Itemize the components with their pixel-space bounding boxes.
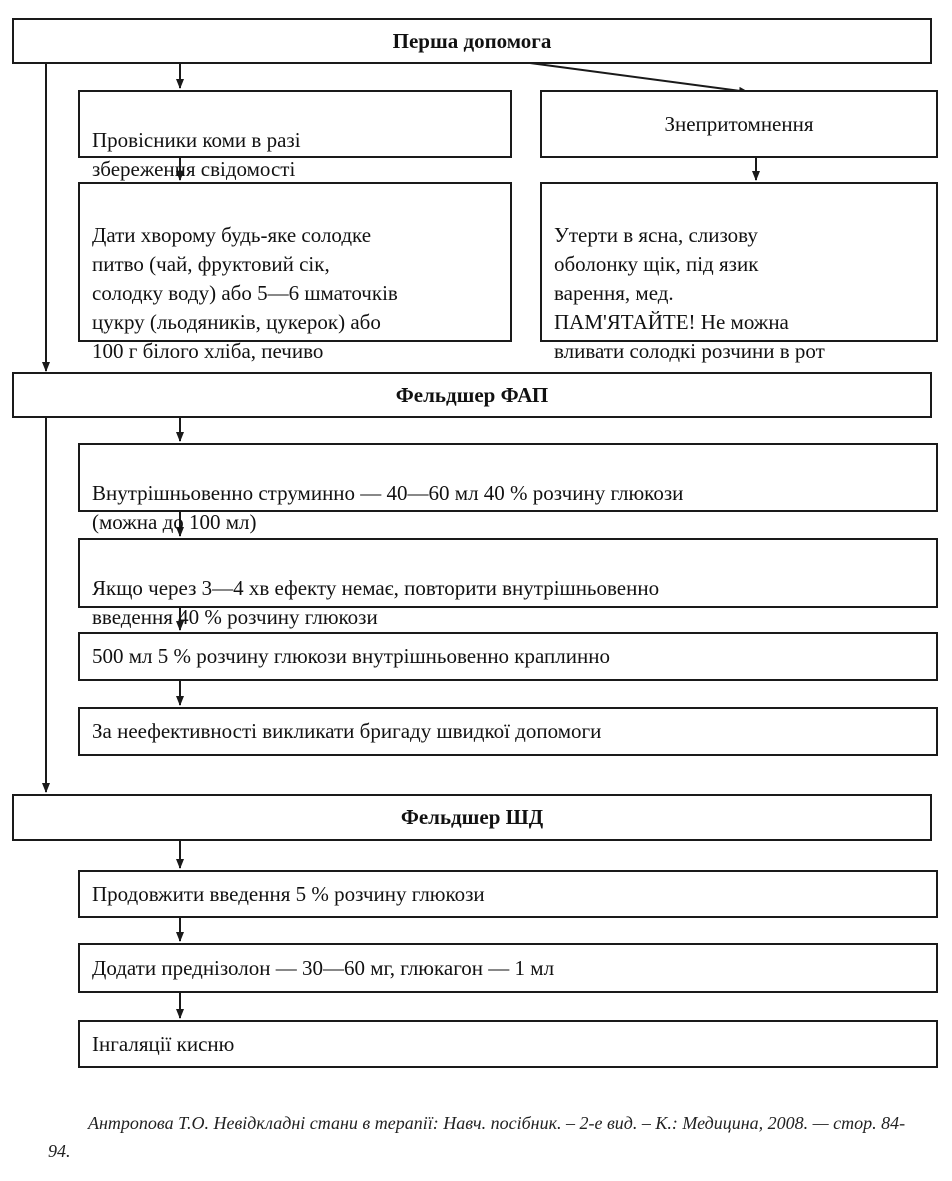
arrow-to-unconscious (530, 63, 748, 92)
unconscious-action-text: Утерти в ясна, слизову оболонку щік, під язик варення, мед. ПАМ'ЯТАЙТЕ! Не можна вливати солодкі розчини в рот (554, 223, 825, 363)
shd-header (12, 794, 932, 841)
fap-title: Фельдшер ФАП (395, 382, 549, 407)
fap-step (78, 443, 938, 534)
unconscious-box (540, 90, 938, 158)
shd-step-text: Інгаляції кисню (92, 1031, 235, 1056)
consciousness-text: Провісники коми в разі збереження свідомості (92, 128, 301, 181)
fap-step-text: 500 мл 5 % розчину глюкози внутрішньовенно краплинно (92, 644, 610, 668)
unconscious-text: Знепритомнення (664, 111, 814, 136)
consciousness-action-box (78, 182, 512, 363)
fap-step (78, 632, 938, 681)
shd-step (78, 943, 938, 993)
fap-step (78, 707, 938, 756)
fap-step-text: Якщо через 3—4 хв ефекту немає, повторити внутрішньовенно введення 40 % розчину глюкози (92, 576, 660, 629)
citation: Антропова Т.О. Невідкладні стани в терапії: Навч. посібник. – 2-е вид. – К.: Медицина, 2008. — стор. 84-94. (48, 1113, 906, 1161)
shd-step-text: Додати преднізолон — 30—60 мг, глюкагон — 1 мл (92, 955, 555, 980)
shd-step (78, 870, 938, 918)
unconscious-action-box (540, 182, 938, 363)
fap-step-text: За неефективності викликати бригаду швидкої допомоги (92, 719, 602, 743)
consciousness-box (78, 90, 512, 181)
fap-step (78, 538, 938, 629)
consciousness-action-text: Дати хворому будь-яке солодке питво (чай, фруктовий сік, солодку воду) або 5—6 шматочків цукру (льодяників, цукерок) або 100 г білого хліба, печиво (92, 223, 398, 363)
shd-step-text: Продовжити введення 5 % розчину глюкози (92, 881, 485, 906)
fap-step-text: Внутрішньовенно струминно — 40—60 мл 40 % розчину глюкози (можна до 100 мл) (92, 481, 684, 534)
shd-step (78, 1020, 938, 1068)
first-aid-title: Перша допомога (392, 28, 552, 53)
fap-header (12, 372, 932, 418)
first-aid-header (12, 18, 932, 64)
shd-title: Фельдшер ШД (400, 805, 544, 829)
